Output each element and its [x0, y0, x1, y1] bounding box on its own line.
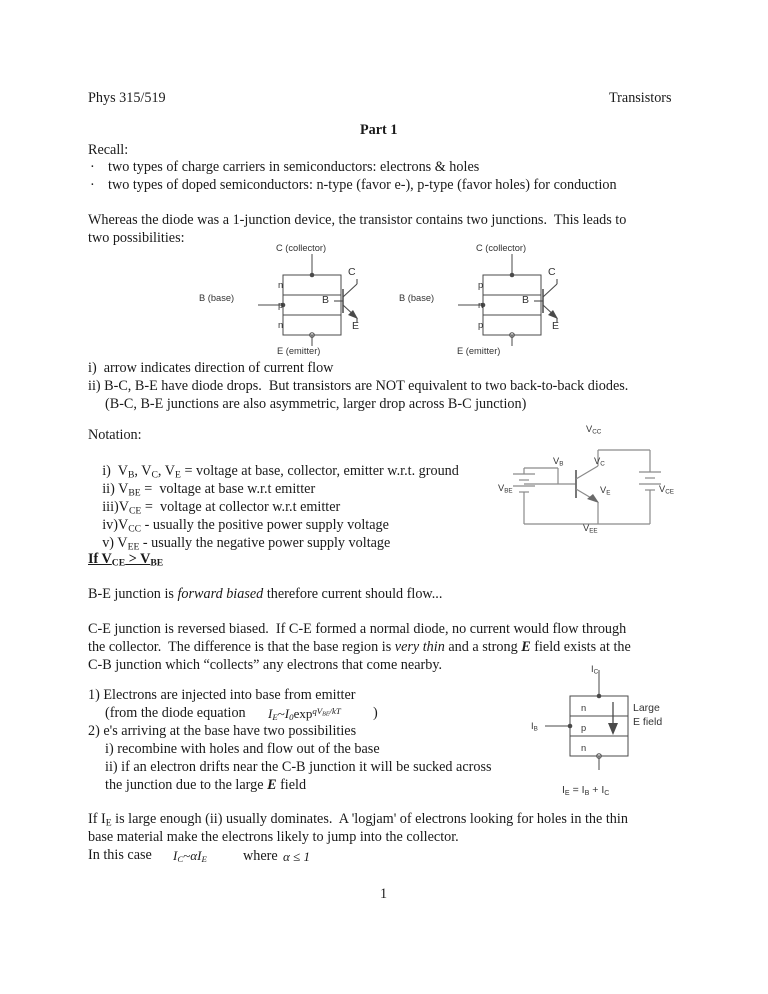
circuit-label-vee: [583, 523, 598, 535]
closing-line-2: base material make the electrons likely to jump into the collector.: [88, 829, 459, 845]
notation-num: iii): [102, 498, 119, 515]
current-layer-1: n: [581, 703, 587, 713]
notation-num: iv): [102, 516, 118, 533]
if-sub-ce: CE: [111, 557, 126, 569]
ce-junction-line-3: C-B junction which “collects” any electrons that come nearby.: [88, 657, 443, 673]
npn-layer-3: n: [278, 320, 284, 330]
pnp-symbol-b: B: [522, 294, 530, 306]
be-junction-line: [88, 586, 442, 604]
circuit-label-vce: [659, 484, 674, 496]
vb-text: V: [553, 456, 560, 466]
vc-sub: C: [600, 460, 605, 468]
ce2-emphasis: very thin: [394, 639, 445, 655]
npn-emitter-label: E (emitter): [277, 346, 321, 356]
eq-exp-sub: BE: [322, 711, 330, 718]
eq-exp-pre: qV: [312, 706, 323, 716]
notation-text: , V: [134, 462, 152, 479]
notation-sub: BE: [128, 486, 141, 498]
ic-sub: C: [593, 668, 599, 676]
ve-text: V: [600, 485, 607, 495]
ce2-mid: and a strong: [444, 639, 522, 655]
eq-ie-sub: E: [272, 712, 278, 723]
alpha-eq-ic-sub: C: [177, 854, 184, 865]
pnp-layer-2: n: [478, 300, 484, 310]
step-1-sub: [105, 705, 246, 723]
be-pre: B-E junction is: [88, 586, 178, 602]
notation-text: V: [110, 462, 128, 479]
vcc-sub: CC: [592, 428, 602, 436]
step1-sub-pre: (from the diode equation: [105, 705, 246, 721]
notation-num: v): [102, 534, 115, 551]
notation-text: , V: [157, 462, 176, 479]
sum-plus: +: [589, 784, 602, 796]
pnp-base-label: B (base): [399, 293, 435, 303]
ve-sub: E: [606, 489, 611, 497]
pnp-symbol-c: C: [548, 266, 556, 278]
notation-text: - usually the negative power supply voltage: [139, 534, 391, 551]
notation-label: Notation:: [88, 427, 142, 443]
note-ii-line-1: ii) B-C, B-E have diode drops. But transistors are NOT equivalent to two back-to-back diodes.: [88, 378, 629, 394]
closing3-pre: In this case: [88, 847, 152, 863]
closing1-sub: E: [105, 817, 112, 829]
bias-circuit-svg: [498, 428, 693, 536]
notation-num: ii): [102, 480, 115, 497]
sum-ib-sub: B: [584, 788, 590, 797]
if-mid: > V: [125, 551, 151, 567]
pnp-emitter-label: E (emitter): [457, 346, 501, 356]
notation-sub: EE: [127, 540, 140, 552]
ce2-e-field-symbol: E: [521, 639, 531, 655]
sum-eq: =: [569, 784, 582, 796]
npn-symbol-e: E: [352, 320, 360, 332]
page-title: Part 1: [360, 122, 398, 138]
ce2-post: field exists at the: [530, 639, 631, 655]
step-1-sub-close: ): [373, 705, 378, 721]
if-pre: If V: [88, 551, 112, 567]
pnp-symbol-e: E: [552, 320, 560, 332]
be-emphasis: forward biased: [177, 586, 264, 602]
npn-layer-1: n: [278, 280, 284, 290]
eq-i0-sub: 0: [289, 712, 294, 723]
page-number: 1: [380, 886, 388, 902]
closing-line-3: [88, 847, 152, 865]
vbe-text: V: [498, 483, 505, 493]
pnp-layer-1: p: [478, 280, 484, 290]
sum-ic: I: [601, 784, 605, 796]
notation-text: = voltage at base, collector, emitter w.r.t. ground: [180, 462, 459, 479]
notation-sub: E: [175, 468, 181, 480]
note-ii-line-2: (B-C, B-E junctions are also asymmetric, larger drop across B-C junction): [105, 396, 527, 412]
notation-text: - usually the positive power supply voltage: [141, 516, 389, 533]
notation-text: = voltage at base w.r.t emitter: [140, 480, 316, 497]
vbe-sub: BE: [504, 487, 513, 495]
notation-text: V: [114, 480, 129, 497]
recall-bullet-1: two types of charge carriers in semiconductors: electrons & holes: [108, 159, 480, 175]
current-layer-2: p: [581, 723, 587, 733]
sum-ie: I: [562, 784, 565, 796]
npn-symbol-svg: [332, 276, 372, 326]
e-field-annotation-line-2: E field: [633, 716, 663, 728]
npn-layer-2: p: [278, 300, 284, 310]
bullet-glyph: ·: [90, 177, 95, 193]
vce-sub: CE: [665, 488, 674, 496]
vb-sub: B: [559, 460, 564, 468]
step-2-ii-line-2: [105, 777, 306, 795]
current-label-ib: [531, 721, 538, 733]
notation-num: i): [102, 462, 111, 479]
step-2-ii-line-1: ii) if an electron drifts near the C-B junction it will be sucked across: [105, 759, 492, 775]
notation-text: V: [118, 498, 129, 515]
current-sum-label: [562, 784, 609, 797]
step-2: 2) e's arriving at the base have two possibilities: [88, 723, 357, 739]
intro-line-2: two possibilities:: [88, 230, 185, 246]
be-post: therefore current should flow...: [263, 586, 443, 602]
ib-sub: B: [533, 725, 538, 733]
eq-i0: I: [284, 705, 290, 721]
recall-bullet-2: two types of doped semiconductors: n-type (favor e-), p-type (favor holes) for conduction: [108, 177, 617, 193]
eq-ie: I: [268, 705, 273, 721]
eq-exp-post: /kT: [329, 706, 341, 716]
notation-sub: CE: [129, 504, 142, 516]
alpha-equation: [173, 847, 207, 869]
alpha-eq-ie-sub: E: [201, 854, 207, 865]
alpha-eq-alpha: α: [190, 848, 198, 863]
current-layer-3: n: [581, 743, 587, 753]
header-right: Transistors: [609, 90, 672, 106]
sum-ic-sub: C: [604, 788, 610, 797]
ce-junction-line-2: [88, 639, 631, 657]
notation-sub: B: [127, 468, 135, 480]
step2ii-post: field: [276, 777, 307, 793]
bullet-glyph: ·: [90, 159, 95, 175]
circuit-label-vb: [553, 456, 563, 468]
closing1-pre: If I: [88, 811, 106, 827]
pnp-collector-label: C (collector): [476, 243, 527, 253]
section-heading-if: [88, 551, 163, 572]
alpha-eq-tilde: ~: [183, 848, 191, 863]
notation-sub: C: [151, 468, 158, 480]
vee-text: V: [583, 523, 590, 533]
sum-ib: I: [581, 784, 585, 796]
vcc-text: V: [586, 424, 593, 434]
ce2-pre: the collector. The difference is that the base region is: [88, 639, 395, 655]
step2ii-pre: the junction due to the large: [105, 777, 268, 793]
step-2-i: i) recombine with holes and flow out of the base: [105, 741, 380, 757]
pnp-symbol-svg: [532, 276, 572, 326]
circuit-label-vcc: [586, 424, 601, 436]
current-label-ic: [591, 664, 598, 676]
alpha-eq-ie: I: [197, 848, 202, 863]
vee-sub: EE: [589, 527, 598, 535]
ic-text: I: [591, 664, 594, 674]
eq-exp: exp: [293, 705, 313, 721]
intro-line-1: Whereas the diode was a 1-junction device, the transistor contains two junctions. This leads to: [88, 212, 627, 228]
notation-text: V: [117, 516, 129, 533]
ce-junction-line-1: C-E junction is reversed biased. If C-E formed a normal diode, no current would flow through: [88, 621, 627, 637]
circuit-label-vbe: [498, 483, 513, 495]
npn-symbol-c: C: [348, 266, 356, 278]
circuit-label-vc: [594, 456, 605, 468]
npn-base-label: B (base): [199, 293, 235, 303]
closing1-post: is large enough (ii) usually dominates. A 'logjam' of electrons looking for holes in the thin: [111, 811, 628, 827]
step-1: 1) Electrons are injected into base from emitter: [88, 687, 356, 703]
npn-collector-label: C (collector): [276, 243, 327, 253]
vc-text: V: [594, 456, 601, 466]
eq-tilde: ~: [277, 705, 285, 721]
ib-text: I: [531, 721, 534, 731]
header-left: Phys 315/519: [88, 90, 166, 106]
notation-sub: CC: [128, 522, 142, 534]
vce-text: V: [659, 484, 666, 494]
notation-text: V: [114, 534, 128, 551]
sum-ie-sub: E: [564, 788, 570, 797]
step2ii-e-field-symbol: E: [267, 777, 277, 793]
if-sub-be: BE: [150, 557, 164, 569]
pnp-layer-3: p: [478, 320, 484, 330]
notation-text: = voltage at collector w.r.t emitter: [141, 498, 341, 515]
closing-where: where: [243, 848, 278, 864]
circuit-label-ve: [600, 485, 610, 497]
alpha-eq-ic: I: [173, 848, 178, 863]
closing-condition: α ≤ 1: [283, 849, 310, 864]
npn-symbol-b: B: [322, 294, 330, 306]
recall-label: Recall:: [88, 142, 129, 158]
note-i: i) arrow indicates direction of current flow: [88, 360, 334, 376]
eq-exponent: [312, 706, 340, 716]
e-field-annotation-line-1: Large: [633, 702, 660, 714]
